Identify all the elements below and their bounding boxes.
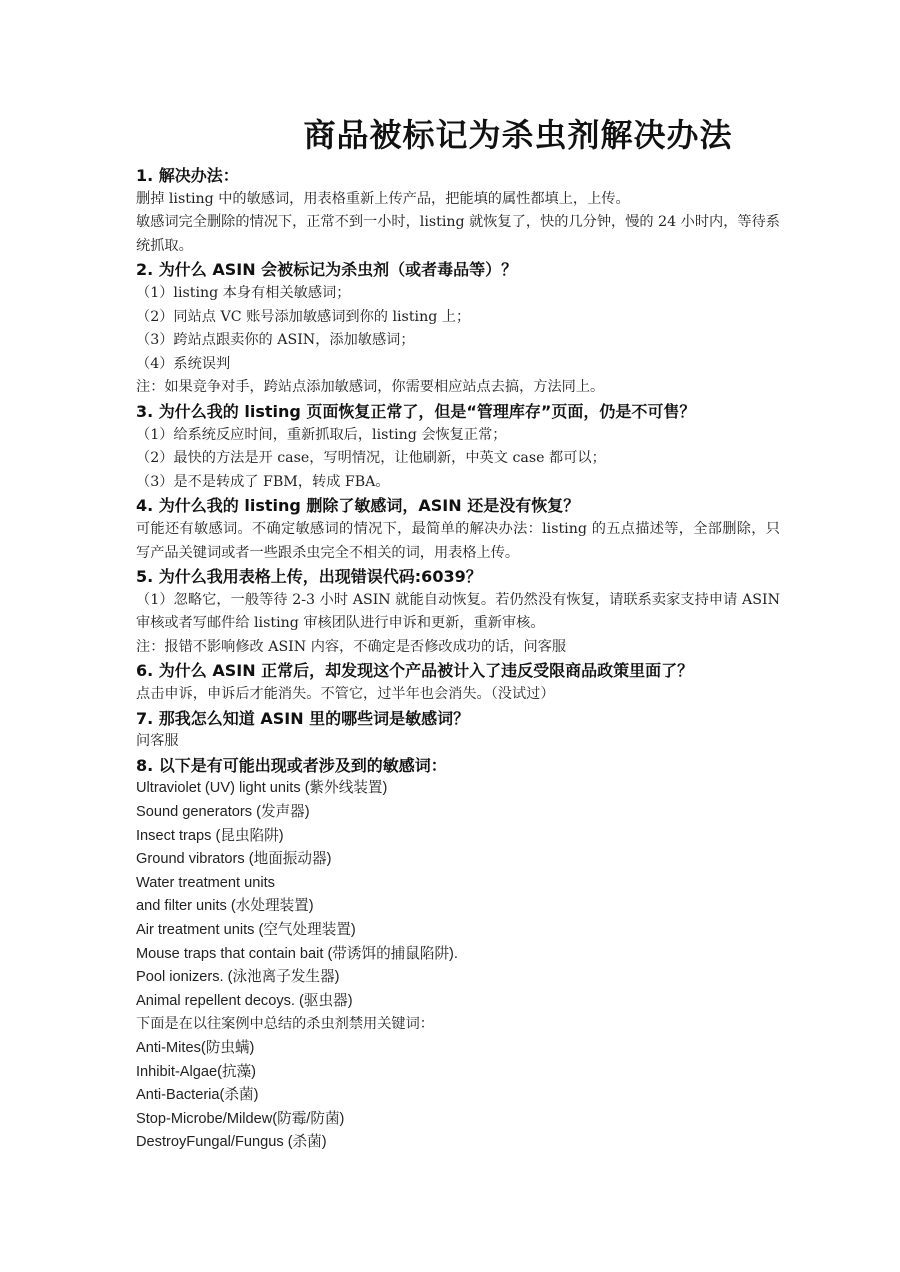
list-item: （1）listing 本身有相关敏感词； [136, 284, 351, 301]
section-heading: 5. 为什么我用表格上传，出现错误代码:6039？ [136, 567, 482, 587]
banned-keywords-heading: 下面是在以往案例中总结的杀虫剂禁用关键词： [136, 1016, 434, 1033]
keyword-item: Pool ionizers. (泳池离子发生器) [136, 969, 340, 986]
section-heading: 4. 为什么我的 listing 删除了敏感词，ASIN 还是没有恢复？ [136, 496, 580, 516]
list-item: （3）跨站点跟卖你的 ASIN，添加敏感词； [136, 332, 415, 349]
paragraph: 问客服 [136, 733, 179, 750]
section-heading: 8. 以下是有可能出现或者涉及到的敏感词： [136, 755, 447, 775]
list-item: （3）是不是转成了 FBM，转成 FBA。 [136, 473, 390, 490]
list-item: （4）系统误判 [136, 355, 231, 372]
keyword-item: Animal repellent decoys. (驱虫器) [136, 992, 353, 1009]
section-3 [136, 400, 780, 494]
keyword-item: Mouse traps that contain bait (带诱饵的捕鼠陷阱). [136, 945, 458, 962]
section-6 [136, 659, 780, 706]
section-5 [136, 565, 780, 659]
keyword-item: Water treatment units [136, 874, 275, 891]
keyword-item: Sound generators (发声器) [136, 804, 310, 821]
keyword-item: Insect traps (昆虫陷阱) [136, 827, 284, 844]
section-heading: 1. 解决办法： [136, 166, 239, 185]
paragraph: 点击申诉，申诉后才能消失。不管它，过半年也会消失。（没试过） [136, 686, 555, 703]
keyword-item: Air treatment units (空气处理装置) [136, 922, 356, 938]
paragraph: 敏感词完全删除的情况下，正常不到一小时，listing 就恢复了，快的几分钟，慢的 24 小时内，等待系统抓取。 [136, 214, 780, 254]
banned-keyword-item: Anti-Mites(防虫螨) [136, 1039, 255, 1056]
keyword-item: Ground vibrators (地面振动器) [136, 851, 332, 868]
section-heading: 3. 为什么我的 listing 页面恢复正常了，但是“管理库存”页面，仍是不可售？ [136, 401, 696, 421]
banned-keyword-item: Inhibit-Algae(抗藻) [136, 1063, 257, 1080]
note: 注：如果竞争对手，跨站点添加敏感词，你需要相应站点去搞，方法同上。 [136, 379, 605, 396]
list-item: （1）给系统反应时间，重新抓取后，listing 会恢复正常； [136, 426, 507, 443]
section-2 [136, 258, 780, 400]
section-7 [136, 707, 780, 754]
banned-keyword-item: Anti-Bacteria(杀菌) [136, 1087, 259, 1104]
keyword-item: Ultraviolet (UV) light units (紫外线装置) [136, 780, 388, 797]
section-heading: 2. 为什么 ASIN 会被标记为杀虫剂（或者毒品等）？ [136, 260, 518, 280]
list-item: （2）最快的方法是开 case，写明情况，让他刷新，中英文 case 都可以； [136, 450, 606, 467]
paragraph: （1）忽略它，一般等待 2-3 小时 ASIN 就能自动恢复。若仍然没有恢复，请联系卖家支持申请 ASIN 审核或者写邮件给 listing 审核团队进行申诉和更新，重新审核。 [136, 591, 780, 632]
section-heading: 6. 为什么 ASIN 正常后，却发现这个产品被计入了违反受限商品政策里面了？ [136, 661, 694, 681]
section-8 [136, 754, 780, 1155]
section-4 [136, 494, 780, 565]
banned-keyword-item: Stop-Microbe/Mildew(防霉/防菌) [136, 1110, 345, 1127]
banned-keyword-item: DestroyFungal/Fungus (杀菌) [136, 1134, 327, 1151]
section-heading: 7. 那我怎么知道 ASIN 里的哪些词是敏感词？ [136, 708, 470, 728]
paragraph: 可能还有敏感词。不确定敏感词的情况下，最简单的解决办法：listing 的五点描述等，全部删除，只写产品关键词或者一些跟杀虫完全不相关的词，用表格上传。 [136, 520, 780, 561]
keyword-item: and filter units (水处理装置) [136, 898, 314, 915]
page-title: 商品被标记为杀虫剂解决办法 [303, 116, 733, 154]
section-1 [136, 164, 780, 258]
note: 注：报错不影响修改 ASIN 内容，不确定是否修改成功的话，问客服 [136, 638, 567, 655]
paragraph: 删掉 listing 中的敏感词，用表格重新上传产品，把能填的属性都填上，上传。 [136, 190, 630, 207]
list-item: （2）同站点 VC 账号添加敏感词到你的 listing 上； [136, 308, 471, 325]
